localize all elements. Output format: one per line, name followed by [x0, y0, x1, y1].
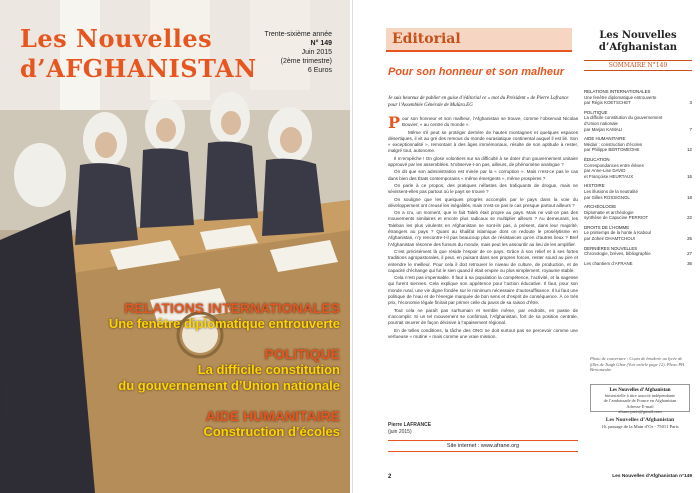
headline-subtitle: Une fenêtre diplomatique entrouverte	[108, 316, 340, 331]
cover-photo-credits: Photo de couverture : Cours de broderie au lycée de filles de Tsagh Ghar (Voir article page 12). Photo PH. Bertomeohe	[590, 356, 686, 373]
list-item[interactable]: Les chantiers d’AFRANE 36	[584, 260, 692, 266]
website-link[interactable]: Site internet : www.afrane.org	[446, 443, 520, 449]
editorial-title: Pour son honneur et son malheur	[388, 66, 565, 78]
summary-masthead-line2: d’Afghanistan	[598, 42, 678, 53]
headline-block	[10, 408, 340, 440]
list-item[interactable]: AIDE HUMANITAIRE Médair : construction d’écoles par Philippe BERTOMEOHE 12	[584, 136, 692, 153]
summary-list	[584, 89, 692, 266]
list-item[interactable]: DERNIÈRES NOUVELLES Chronologie, brèves, bibliographie 27	[584, 245, 692, 257]
list-item-page: 12	[687, 147, 692, 153]
list-item-page: 27	[687, 251, 692, 257]
editorial-intro: Je suis heureux de publier en guise d’éditorial ce « mot du Président » de Pierre Lafrance pour l’Assemblée Générale de Mulûra.EG	[388, 96, 569, 108]
editorial-header	[386, 28, 572, 52]
editorial-dropcap: P	[388, 116, 401, 132]
issue-quarter: (2ème trimestre)	[280, 58, 332, 65]
headline-subtitle: Construction d’écoles	[203, 424, 340, 439]
author-name: Pierre LAFRANCE	[388, 422, 432, 428]
cover-headlines	[10, 300, 340, 454]
headline-block	[10, 300, 340, 332]
summary-masthead-line1: Les Nouvelles	[599, 30, 677, 41]
list-item-page: 7	[689, 126, 692, 132]
headline-block	[10, 346, 340, 394]
author-date: (juin 2015)	[388, 428, 412, 435]
masthead-line1: Les Nouvelles	[20, 24, 213, 53]
cover-side-note: ISSN 0988-8759	[4, 383, 10, 420]
issue-number: N° 149	[310, 40, 332, 47]
editorial-body	[388, 116, 578, 416]
headline-section: RELATIONS INTERNATIONALES	[124, 300, 340, 316]
summary-label: SOMMAIRE N°149	[584, 60, 692, 71]
publisher-box: Les Nouvelles d’Afghanistan bimestrielle à titre associé indépendante de l’ambassade de France en Afghanistan Adresse E-mail afrane.paris@gmail.com	[590, 384, 690, 412]
editorial-paragraph: Cela n’est pas impensable. Il faut à sa population la compétence, l’activité, et la sagesse qui furent siennes. Cela explique son appétence pour l’action éducative. Il faut, pour son monde rural, une vie digne fondée sur le minimum nécessaire d’autosuffisance. Il lui faut une politique de l’eau et de l’énergie marquée de bon sens et d’esprit de conséquence. À ce très prix, l’économie légale finirait par primer celle du pavot de sa raison d’être.	[388, 275, 578, 306]
issue-year: Trente-sixième année	[264, 31, 332, 38]
list-item-page: 25	[687, 236, 692, 242]
editorial-paragraph: Il m’empêche ! On glose volontiers sur sa difficulté à se doter d’un gouvernement unitaire approuvé par les assemblées. N’observe-t-on pas, ailleurs, de phénomène analogue ?	[388, 155, 578, 168]
editorial-paragraph: On souligne que les quelques progrès accomplis par le pays dans la voie du développement ont creusé les inégalités, mais n’est-ce pas le cas presque partout ailleurs ?	[388, 196, 578, 208]
editorial-paragraph: On parle à ce propos, des pratiques néfastes des trafiquants de drogue, mais ne sévissent-elles pas partout où le pays se trouve ?	[388, 182, 578, 195]
headline-section: AIDE HUMANITAIRE	[205, 408, 340, 424]
editorial-paragraph: On a cru, un moment, que le fait Taleb était propre au pays. Mais ne voit-on pas des mouvements similaires et encore plus radicaux se multiplier ailleurs ? Au demeurant, les Taleban les plus virulents en Afghanistan ne sont-ils pas, à présent, dans leur majorité, étrangers au pays ? Quant au khalifat islamique dont on redoute le prosélytisme en Afghanistan, n’y rencontre-t-il pas beaucoup plus de résistances qu’en d’autres lieux ? Bref l’Afghanistan résonne des fureurs du monde, mais peut les assourdir au lieu de les amplifier.	[388, 210, 578, 247]
list-item[interactable]: POLITIQUE La difficile constitution du gouvernement d’Union nationale par Marjan KAMALI 7	[584, 109, 692, 132]
list-item-page: 16	[687, 173, 692, 179]
issue-price: 6 Euros	[307, 67, 332, 74]
editorial-paragraph: En de telles conditions, la tâche des ONG ne doit surtout pas se percevoir comme une vertueuse « routine » mais comme une vraie mission.	[388, 327, 578, 339]
editorial-paragraph: C’est précisément là que réside l’espoir de ce pays. Grâce à son relief et à ses fortes traditions agropastorales, il peut, en puisant dans ses propres forces, rester sourd au pire et entendre le meilleur. Pour cela il doit retrouver le niveau de culture, de production, et de capacité d’échange qui fut le sien quand il était empire ou plus simplement, royaume stable.	[388, 248, 578, 273]
page-number: 2	[388, 474, 392, 480]
list-item[interactable]: HISTOIRE Les illusions de la neutralité par Gilles ROSSIGNOL 18	[584, 183, 692, 200]
editorial-paragraph: Pour son honneur et son malheur, l’Afghanistan se trouve, comme l’observait Nicolas Bouvier, « au centre du monde ».	[388, 116, 578, 132]
issue-date: Juin 2015	[301, 49, 332, 56]
page-footer: Les Nouvelles d’Afghanistan n°149	[612, 474, 692, 479]
headline-subtitle: La difficile constitution	[197, 362, 340, 377]
editorial-paragraph: Même s’il peut se protéger derrière de hautes montagnes et quelques espaces désertiques, il vit au gré des remous du monde eurasiatique continental auquel il est lié. Son « exceptionnalité », remontant à des âges immémoriaux, résulte de son aptitude à rester, malgré tout, autonome.	[388, 129, 578, 154]
list-item[interactable]: RELATIONS INTERNATIONALES Une fenêtre diplomatique entrouverte par Régis KOETSCHET 3	[584, 89, 692, 106]
headline-subtitle: du gouvernement d’Union nationale	[118, 378, 340, 393]
summary-masthead	[584, 30, 692, 54]
publisher-footer-title: Les Nouvelles d’Afghanistan	[605, 417, 675, 423]
publisher-box-title: Les Nouvelles d’Afghanistan	[609, 388, 671, 393]
publisher-address: 16, passage de la Main d’Or - 75011 Paris	[601, 423, 679, 429]
editorial-signature	[388, 422, 508, 435]
list-item-page: 3	[689, 100, 692, 106]
list-item-page: 22	[687, 215, 692, 221]
masthead-line2: d’AFGHANISTAN	[20, 54, 257, 83]
publisher-footer	[590, 418, 690, 429]
issue-info	[258, 30, 332, 75]
list-item-page: 36	[687, 260, 692, 266]
list-item[interactable]: ÉDUCATION Correspondances entre élèves par Anne-Lise DAVID et Françoise HEURTAUX 16	[584, 156, 692, 179]
headline-section: POLITIQUE	[264, 346, 340, 362]
list-item-page: 18	[687, 194, 692, 200]
list-item[interactable]: DROITS DE L’HOMME Le printemps de la honte à Kaboul par Zoheir DHAMTCHOUI 25	[584, 224, 692, 242]
website-line[interactable]	[388, 440, 578, 452]
editorial-paragraph: On dit que son administration est minée par la « corruption ». Mais n’est-ce pas le cas dans bien des États contemporains « même émergents », même prospères ?	[388, 169, 578, 181]
list-item[interactable]: ARCHÉOLOGIE Diplomatie et archéologie synthèse de Capucine PERRIOT 22	[584, 204, 692, 221]
publisher-email[interactable]: afrane.paris@gmail.com	[618, 408, 662, 414]
editorial-header-label: Editorial	[392, 31, 461, 47]
editorial-paragraph: Tout cela ne paraît pas surhumain et semble même, par endroits, en passe de s’accomplir. Si un tel mouvement se confirmait, l’Afghanistan, fort de sa position centrale, pourrait œuvrer de façon décisive à l’apaisement régional.	[388, 307, 578, 326]
